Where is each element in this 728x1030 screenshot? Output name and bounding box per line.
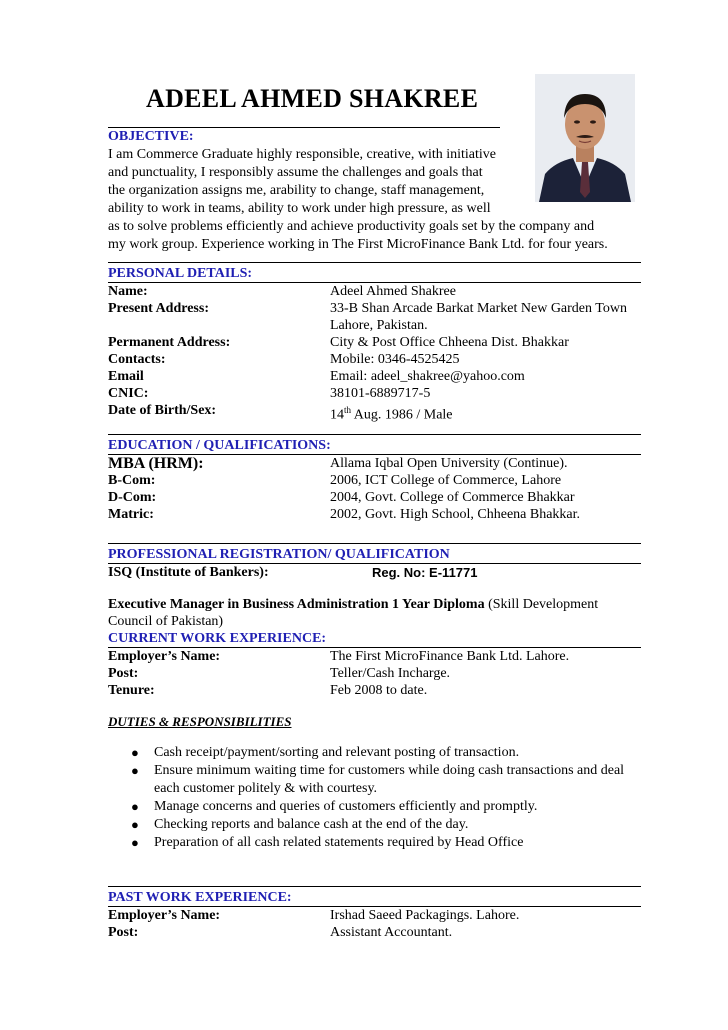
permanent-address-value: City & Post Office Chheena Dist. Bhakkar: [330, 335, 569, 350]
current-tenure-value: Feb 2008 to date.: [330, 683, 428, 698]
education-value: 2006, ICT College of Commerce, Lahore: [330, 473, 562, 488]
past-row-post: [108, 924, 641, 941]
education-label: MBA (HRM):: [108, 455, 204, 472]
education-section: [108, 434, 641, 523]
duty-item: ● Checking reports and balance cash at the end of the day.: [131, 817, 469, 832]
current-row-employer: [108, 648, 641, 665]
email-label: Email: [108, 369, 144, 384]
bullet-icon: ●: [131, 799, 139, 814]
personal-row-permanent-address: [108, 334, 641, 351]
cnic-label: CNIC:: [108, 386, 149, 401]
objective-line: and punctuality, I responsibly assume the challenges and goals that: [108, 165, 483, 180]
current-tenure-label: Tenure:: [108, 683, 155, 698]
education-label: D-Com:: [108, 490, 157, 505]
objective-line: ability to work in teams, ability to work under high pressure, as well: [108, 201, 491, 216]
duty-item: ● Cash receipt/payment/sorting and relevant posting of transaction.: [131, 745, 520, 760]
current-work-section: [108, 630, 641, 699]
education-row: [108, 489, 641, 506]
personal-row-dob: [108, 402, 641, 424]
current-post-value: Teller/Cash Incharge.: [330, 666, 451, 681]
past-row-employer: [108, 907, 641, 924]
current-row-post: [108, 665, 641, 682]
dob-value: [330, 402, 641, 424]
candidate-name: ADEEL AHMED SHAKREE: [146, 84, 479, 113]
past-work-heading: PAST WORK EXPERIENCE:: [108, 889, 641, 907]
education-row: [108, 455, 641, 472]
exec-diploma: [108, 596, 641, 630]
isq-row: [108, 564, 641, 581]
personal-row-cnic: [108, 385, 641, 402]
education-row: [108, 472, 641, 489]
past-work-section: [108, 886, 641, 941]
personal-row-name: [108, 283, 641, 300]
isq-label: ISQ (Institute of Bankers):: [108, 565, 269, 580]
personal-row-contacts: [108, 351, 641, 368]
duty-item: ● Preparation of all cash related statements required by Head Office: [131, 835, 524, 850]
bullet-icon: ●: [131, 763, 139, 778]
name-value: Adeel Ahmed Shakree: [330, 284, 456, 299]
bullet-icon: ●: [131, 835, 139, 850]
objective-line: my work group. Experience working in The First MicroFinance Bank Ltd. for four years.: [108, 237, 608, 252]
objective-heading: OBJECTIVE:: [108, 129, 194, 144]
registration-heading: PROFESSIONAL REGISTRATION/ QUALIFICATION: [108, 546, 641, 564]
contacts-label: Contacts:: [108, 352, 166, 367]
personal-row-present-address: [108, 300, 641, 317]
objective-line: as to solve problems efficiently and achieve productivity goals set by the company and: [108, 219, 595, 234]
email-value: Email: adeel_shakree@yahoo.com: [330, 369, 525, 384]
exec-diploma-title: Executive Manager in Business Administration 1 Year Diploma: [108, 597, 485, 612]
current-employer-label: Employer’s Name:: [108, 649, 221, 664]
objective-section: [108, 128, 648, 254]
past-employer-label: Employer’s Name:: [108, 908, 221, 923]
current-post-label: Post:: [108, 666, 139, 681]
exec-diploma-institute: (Skill Development Council of Pakistan): [108, 597, 599, 629]
education-value: 2004, Govt. College of Commerce Bhakkar: [330, 490, 575, 505]
education-row: [108, 506, 641, 523]
education-label: B-Com:: [108, 473, 156, 488]
dob-rest: Aug. 1986 / Male: [351, 407, 453, 423]
dob-day-suffix: th: [344, 405, 352, 415]
present-address-value-cont: Lahore, Pakistan.: [330, 318, 428, 333]
past-post-value: Assistant Accountant.: [330, 925, 453, 940]
duty-item: ● Ensure minimum waiting time for customers while doing cash transactions and deal each customer politely & with courtesy.: [131, 763, 625, 796]
duties-list: [128, 744, 638, 852]
education-value: Allama Iqbal Open University (Continue).: [330, 456, 568, 471]
duties-heading: DUTIES & RESPONSIBILITIES: [108, 714, 292, 729]
registration-section: [108, 543, 641, 630]
personal-row-email: [108, 368, 641, 385]
permanent-address-label: Permanent Address:: [108, 335, 231, 350]
current-row-tenure: [108, 682, 641, 699]
cnic-value: 38101-6889717-5: [330, 386, 431, 401]
objective-line: the organization assigns me, arability to change, staff management,: [108, 183, 485, 198]
education-value: 2002, Govt. High School, Chheena Bhakkar.: [330, 507, 581, 522]
past-post-label: Post:: [108, 925, 139, 940]
bullet-icon: ●: [131, 745, 139, 760]
dob-label: Date of Birth/Sex:: [108, 403, 217, 418]
education-heading: EDUCATION / QUALIFICATIONS:: [108, 437, 641, 455]
isq-reg-number: Reg. No: E-11771: [372, 565, 478, 580]
personal-details-section: [108, 262, 641, 424]
bullet-icon: ●: [131, 817, 139, 832]
present-address-value: 33-B Shan Arcade Barkat Market New Garden Town: [330, 301, 627, 316]
dob-day: 14: [330, 407, 344, 423]
education-label: Matric:: [108, 507, 154, 522]
name-label: Name:: [108, 284, 148, 299]
current-work-heading: CURRENT WORK EXPERIENCE:: [108, 630, 641, 648]
contacts-value: Mobile: 0346-4525425: [330, 352, 460, 367]
personal-details-heading: PERSONAL DETAILS:: [108, 265, 641, 283]
present-address-label: Present Address:: [108, 301, 209, 316]
personal-row-present-address-cont: [108, 317, 641, 334]
duty-item: ● Manage concerns and queries of customers efficiently and promptly.: [131, 799, 538, 814]
current-employer-value: The First MicroFinance Bank Ltd. Lahore.: [330, 649, 570, 664]
past-employer-value: Irshad Saeed Packagings. Lahore.: [330, 908, 520, 923]
objective-line: I am Commerce Graduate highly responsible, creative, with initiative: [108, 147, 496, 162]
